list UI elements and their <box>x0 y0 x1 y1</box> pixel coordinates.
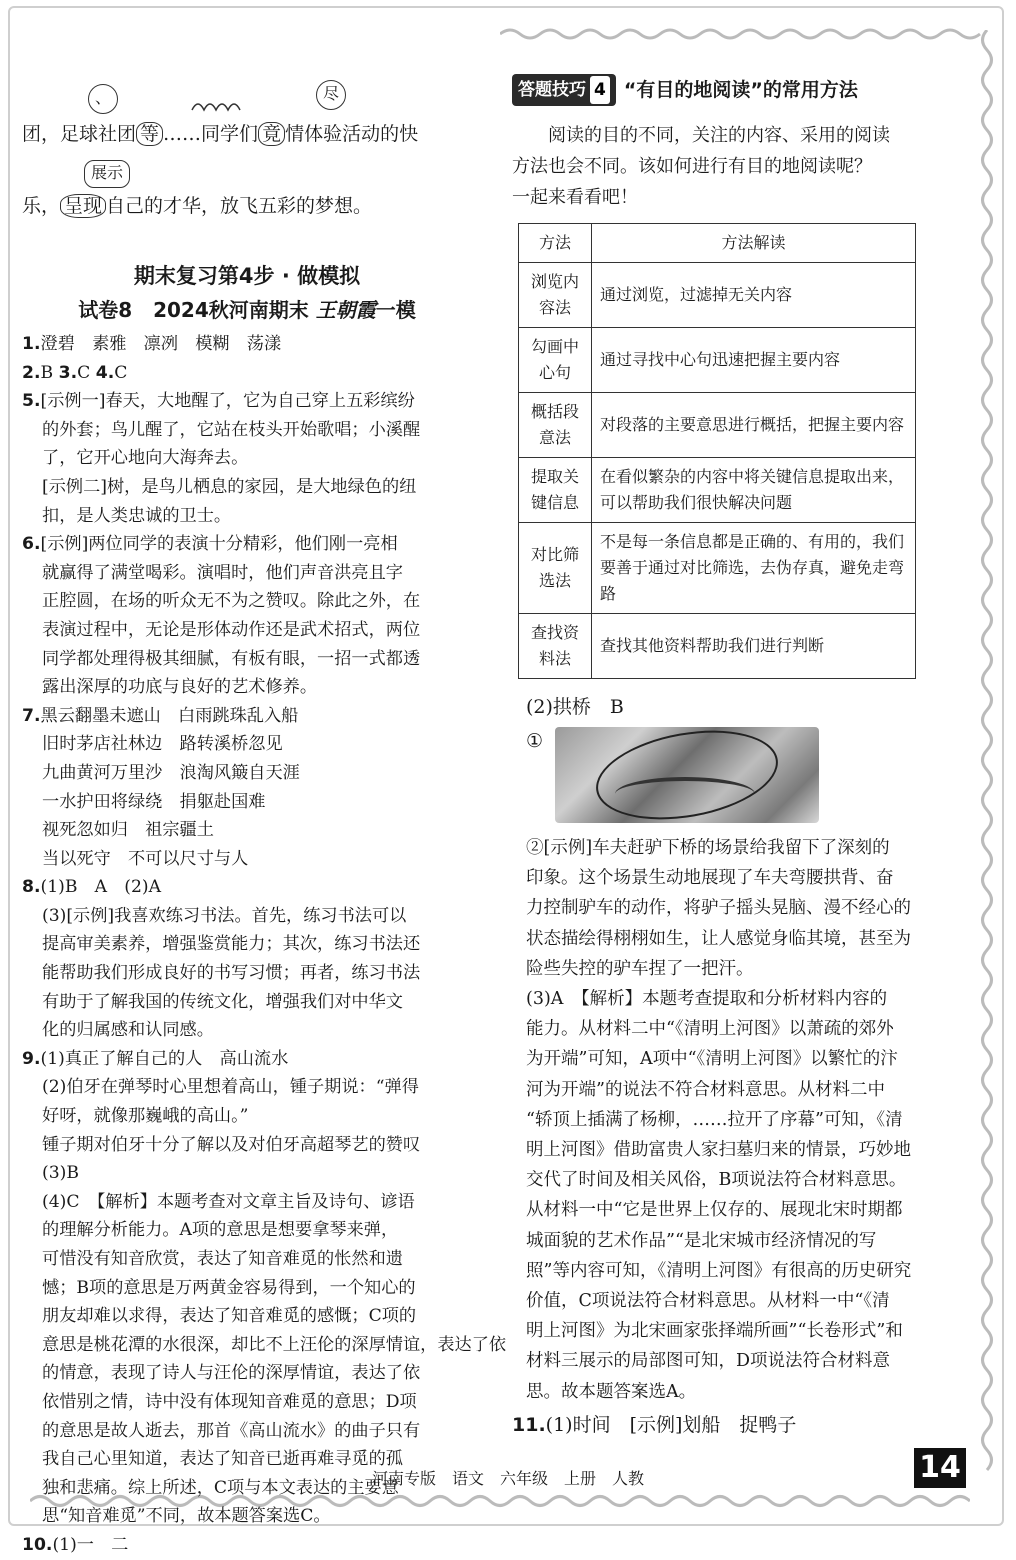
answer-line: 材料三展示的局部图可知，D项说法符合材料意 <box>526 1351 891 1372</box>
answer-text: (1)B A (2)A <box>40 877 162 898</box>
answer-text: 好呀，就像那巍峨的高山。” <box>42 1106 249 1127</box>
text: ，足球社团 <box>41 123 137 145</box>
answer-text: 能帮助我们形成良好的书写习惯；再者，练习书法 <box>42 963 421 984</box>
answer-line: (3)A 【解析】本题考查提取和分析材料内容的 <box>526 989 888 1010</box>
answer-text: (1)真正了解自己的人 高山流水 <box>40 1048 289 1069</box>
answer-text: 澄碧 素雅 凛冽 模糊 荡漾 <box>40 334 282 354</box>
answer-line <box>22 359 472 388</box>
answer-line <box>22 387 472 416</box>
method-name: 查找资料法 <box>519 614 592 679</box>
answer-line <box>22 416 472 445</box>
answer-q2-image-row <box>526 727 968 827</box>
answer-line <box>22 1073 472 1102</box>
answer-line <box>22 330 472 359</box>
answer-line <box>22 473 472 502</box>
answer-line: 河为开端”的说法不符合材料意思。从材料二中 <box>526 1079 885 1100</box>
method-explanation: 通过浏览，过滤掉无关内容 <box>592 263 916 328</box>
text: 情体验活动的快 <box>285 123 419 145</box>
answer-line: 从材料一中“它是世界上仅存的、展现北宋时期都 <box>526 1200 903 1221</box>
answer-text: 露出深厚的功底与良好的艺术修养。 <box>42 677 318 698</box>
answer-q2: (2)拱桥 B <box>526 696 624 718</box>
question-number: 9. <box>22 1048 41 1069</box>
table-header-row <box>519 224 916 263</box>
answer-line <box>22 1331 507 1360</box>
tip-badge-label: 答题技巧 <box>518 80 586 100</box>
answer-text: [示例一]春天，大地醒了，它为自己穿上五彩缤纷 <box>40 391 415 412</box>
answer-line <box>22 1102 472 1131</box>
answer-text: (3)B <box>42 1163 79 1184</box>
answer-line: 力控制驴车的动作，将驴子摇头晃脑、漫不经心的 <box>526 898 911 919</box>
answer-line: 交代了时间及相关风俗，B项说法符合材料意思。 <box>526 1170 907 1191</box>
answer-text: 扣，是人类忠诚的卫士。 <box>42 505 232 526</box>
answer-line <box>22 530 472 559</box>
answer-text: 的理解分析能力。A项的意思是想要拿琴来弹， <box>42 1220 399 1241</box>
decorative-wave-right <box>976 30 998 1480</box>
answer-line <box>22 559 472 588</box>
table-row <box>519 393 916 458</box>
method-explanation: 在看似繁杂的内容中将关键信息提取出来，可以帮助我们很快解决问题 <box>592 458 916 523</box>
annotation-bubble: 尽 <box>316 80 346 110</box>
answer-line <box>22 1502 472 1531</box>
answer-line: 城面貌的艺术作品”“是北宋城市经济情况的写 <box>526 1230 877 1251</box>
answer-line <box>22 444 472 473</box>
question-number: 5. <box>22 391 41 412</box>
answer-text: 的情意，表现了诗人与汪伦的深厚情谊，表达了依 <box>42 1363 421 1384</box>
annotation-line-1 <box>22 80 472 152</box>
answer-line <box>22 845 472 874</box>
answer-line <box>22 1531 472 1560</box>
answer-line: 思。故本题答案选A。 <box>526 1381 697 1402</box>
section-title: 期末复习第4步 · 做模拟 <box>133 264 361 288</box>
answer-line <box>22 730 472 759</box>
text: ……同学们 <box>163 123 259 145</box>
method-name: 浏览内容法 <box>519 263 592 328</box>
table-row <box>519 458 916 523</box>
answer-line <box>22 502 472 531</box>
intro-line: 阅读的目的不同，关注的内容、采用的阅读 <box>548 125 890 146</box>
answer-text: 九曲黄河万里沙 浪淘风簸自天涯 <box>42 762 300 783</box>
answer-text: 有助于了解我国的传统文化，增强我们对中华文 <box>42 991 403 1012</box>
table-row <box>519 614 916 679</box>
answer-line <box>22 1417 472 1446</box>
annotated-word: 等 <box>136 122 163 146</box>
answer-text: 化的归属感和认同感。 <box>42 1020 214 1041</box>
answer-line: 照”等内容可知，《清明上河图》有很高的历史研究 <box>526 1260 912 1281</box>
answer-line <box>22 873 472 902</box>
paper-title <box>22 296 472 324</box>
text: 自己的才华，放飞五彩的梦想。 <box>106 195 373 217</box>
answer-line <box>22 1274 472 1303</box>
answer-text: 锺子期对伯牙十分了解以及对伯牙高超琴艺的赞叹 <box>42 1134 421 1155</box>
answer-line: 价值，C项说法符合材料意思。从材料一中“《清 <box>526 1291 890 1312</box>
answer-line <box>22 1131 472 1160</box>
answer-line <box>22 673 472 702</box>
answer-line: 险些失控的驴车捏了一把汗。 <box>526 958 754 979</box>
text: 乐， <box>22 195 61 217</box>
answer-text: 意思是桃花潭的水很深，却比不上汪伦的深厚情谊，表达了依 <box>42 1334 507 1355</box>
answer-line <box>22 645 472 674</box>
annotation-bubble: 、 <box>88 84 118 114</box>
method-name: 概括段意法 <box>519 393 592 458</box>
answer-text: 提高审美素养，增强鉴赏能力；其次，练习书法还 <box>42 934 421 955</box>
question-number: 4. <box>95 362 115 383</box>
paper-prefix: 试卷8 <box>78 298 133 322</box>
answer-line <box>22 1159 472 1188</box>
answer-line: 明上河图》为北宋画家张择端所画”“长卷形式”和 <box>526 1321 903 1342</box>
methods-table <box>518 223 916 679</box>
answer-line <box>22 702 472 731</box>
brand-logo: 王朝霞 <box>315 298 376 322</box>
answer-text: 思“知音难觅”不同，故本题答案选C。 <box>42 1506 331 1527</box>
table-row <box>519 523 916 614</box>
answer-text: 可惜没有知音欣赏，表达了知音难觅的怅然和遗 <box>42 1249 403 1269</box>
intro-line: 一起来看看吧！ <box>512 187 638 208</box>
answer-text: 朋友却难以求得，表达了知音难觅的感慨；C项的 <box>42 1306 417 1327</box>
question-number: 10. <box>22 1534 53 1555</box>
paper-name: 2024秋河南期末 <box>153 298 309 322</box>
answer-line <box>22 616 472 645</box>
annotated-word: 呈现 <box>60 194 106 218</box>
question-number: 8. <box>22 877 41 898</box>
answer-text: 旧时茅店社林边 路转溪桥忽见 <box>42 734 283 755</box>
answer-line: 状态描绘得栩栩如生，让人感觉身临其境，甚至为 <box>526 928 911 949</box>
answer-text: 当以死守 不可以尺寸与人 <box>42 848 249 869</box>
answer-text: C <box>114 362 128 383</box>
method-explanation: 查找其他资料帮助我们进行判断 <box>592 614 916 679</box>
answer-text: C <box>77 362 91 383</box>
method-explanation: 对段落的主要意思进行概括，把握主要内容 <box>592 393 916 458</box>
answer-list <box>22 330 507 1560</box>
answer-text: 就赢得了满堂喝彩。演唱时，他们声音洪亮且字 <box>42 562 403 583</box>
tip-title: “有目的地阅读”的常用方法 <box>623 79 858 101</box>
answer-text: (1)时间 [示例]划船 捉鸭子 <box>545 1413 797 1436</box>
answer-line <box>22 1388 472 1417</box>
answer-text: (1)一 二 <box>52 1534 129 1555</box>
question-number: 11. <box>512 1413 546 1436</box>
answer-text: (3)[示例]我喜欢练习书法。首先，练习书法可以 <box>42 905 407 926</box>
right-column <box>512 74 968 1439</box>
answer-line: 明上河图》借助富贵人家扫墓归来的情景，巧妙地 <box>526 1140 911 1161</box>
answer-text: 了，它开心地向大海奔去。 <box>42 448 249 469</box>
answer-line <box>22 788 472 817</box>
answer-line <box>22 959 472 988</box>
table-header: 方法 <box>519 224 592 263</box>
circled-number: ① <box>526 730 544 752</box>
annotated-word: 竟 <box>258 122 285 146</box>
answer-line: “轿顶上插满了杨柳，……拉开了序幕”可知，《清 <box>526 1109 903 1130</box>
answer-text: 依惜别之情，诗中没有体现知音难觅的意思；D项 <box>42 1391 417 1412</box>
table-row <box>519 263 916 328</box>
answer-line <box>22 1016 472 1045</box>
answer-line: 为开端”可知，A项中“《清明上河图》以繁忙的汴 <box>526 1049 898 1070</box>
method-name: 对比筛选法 <box>519 523 592 614</box>
answer-text: 正腔圆，在场的听众无不为之赞叹。除此之外，在 <box>42 591 421 612</box>
question-number: 7. <box>22 705 41 726</box>
answer-text: 表演过程中，无论是形体动作还是武术招式，两位 <box>42 619 421 640</box>
answer-text: 的意思是故人逝去，那首《高山流水》的曲子只有 <box>42 1420 421 1441</box>
tip-intro <box>512 120 968 213</box>
tip-header <box>512 74 968 106</box>
answer-line: 能力。从材料二中“《清明上河图》以萧疏的郊外 <box>526 1019 894 1040</box>
answer-line <box>22 1188 472 1217</box>
method-name: 提取关键信息 <box>519 458 592 523</box>
answer-line <box>22 759 472 788</box>
answer-text: 我自己心里知道，表达了知音已逝再难寻觅的孤 <box>42 1449 403 1470</box>
tip-number: 4 <box>590 76 610 104</box>
answer-line <box>22 1245 472 1274</box>
page-number: 14 <box>914 1448 966 1488</box>
answer-line: ②[示例]车夫赶驴下桥的场景给我留下了深刻的 <box>526 838 890 858</box>
highlight-ellipse <box>589 718 785 833</box>
answer-text: (4)C 【解析】本题考查对文章主旨及诗句、谚语 <box>42 1191 415 1212</box>
method-name: 勾画中心句 <box>519 328 592 393</box>
answer-text: 的外套；鸟儿醒了，它站在枝头开始歌唱；小溪醒 <box>42 419 421 440</box>
answer-text: [示例]两位同学的表演十分精彩，他们刚一亮相 <box>40 534 398 555</box>
answer-line <box>22 816 472 845</box>
answer-line <box>22 1359 472 1388</box>
question-number: 1. <box>22 334 41 354</box>
answer-q2b <box>526 833 968 984</box>
answer-text: (2)伯牙在弹琴时心里想着高山，锺子期说：“弹得 <box>42 1077 419 1098</box>
answer-text: [示例二]树，是鸟儿栖息的家园，是大地绿色的纽 <box>42 476 417 497</box>
painting-detail-image <box>555 727 819 823</box>
paper-suffix: 一模 <box>375 298 416 322</box>
question-number: 2. <box>22 362 41 383</box>
table-row <box>519 328 916 393</box>
answer-text: B <box>40 362 54 383</box>
text: 团 <box>22 123 42 145</box>
decorative-wave-top <box>500 26 990 42</box>
question-number: 3. <box>58 362 78 383</box>
answer-line <box>22 1216 472 1245</box>
answer-q3 <box>526 984 968 1407</box>
answer-text: 憾；B项的意思是万两黄金容易得到，一个知心的 <box>42 1277 416 1298</box>
answer-line <box>22 988 472 1017</box>
question-number: 6. <box>22 534 41 555</box>
left-column <box>22 80 507 1560</box>
answer-text: 黑云翻墨未遮山 白雨跳珠乱入船 <box>40 705 299 726</box>
footer: 河南专版 语文 六年级 上册 人教 <box>371 1469 644 1488</box>
annotation-squiggle-icon <box>190 94 250 114</box>
answer-text: 同学都处理得极其细腻，有板有眼，一招一式都透 <box>42 648 421 669</box>
answer-line <box>22 1302 472 1331</box>
annotation-bubble: 展示 <box>84 160 130 188</box>
answer-text: 视死忽如归 祖宗疆土 <box>42 820 214 841</box>
answer-line: 印象。这个场景生动地展现了车夫弯腰拱背、奋 <box>526 868 894 889</box>
method-explanation: 不是每一条信息都是正确的、有用的，我们要善于通过对比筛选，去伪存真，避免走弯路 <box>592 523 916 614</box>
method-explanation: 通过寻找中心句迅速把握主要内容 <box>592 328 916 393</box>
answer-q11 <box>512 1411 968 1439</box>
answer-text: 独和悲痛。综上所述，C项与本文表达的主要意 <box>42 1477 399 1498</box>
tip-badge <box>512 74 616 106</box>
answer-line <box>22 902 472 931</box>
answer-line <box>22 930 472 959</box>
answer-line <box>22 587 472 616</box>
answer-line <box>22 1045 472 1074</box>
intro-line: 方法也会不同。该如何进行有目的地阅读呢？ <box>512 156 872 177</box>
table-header: 方法解读 <box>592 224 916 263</box>
answer-text: 一水护田将绿绕 捐躯赴国难 <box>42 791 266 812</box>
annotation-line-2 <box>22 156 472 226</box>
